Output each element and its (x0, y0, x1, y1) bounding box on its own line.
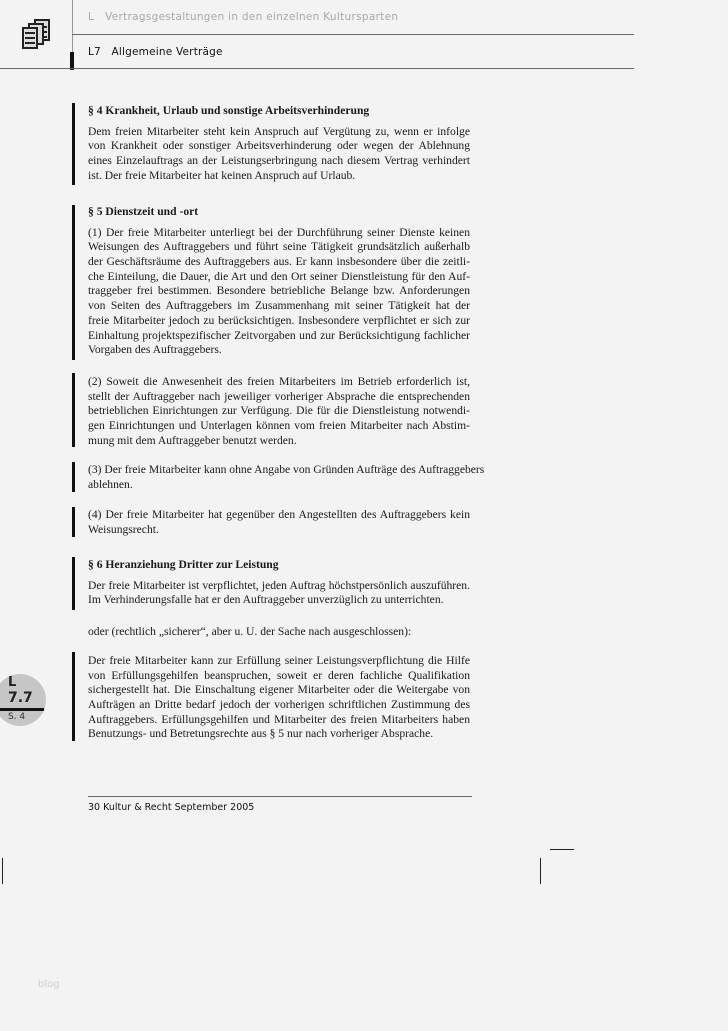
text-line: che Einteilung, die Dauer, die Art und den Ort seiner Dienstleistung für den Auf- (88, 269, 470, 283)
badge-divider (0, 708, 44, 711)
text-line: (2) Soweit die Anwesenheit des freien Mitarbeiters im Betrieb erforderlich ist, (88, 375, 470, 388)
text-line: Weisungsrecht. (88, 522, 159, 536)
stacked-documents-icon (20, 18, 54, 52)
alternative-note (88, 625, 470, 640)
breadcrumb: L Vertragsgestaltungen in den einzelnen Kultursparten (88, 11, 399, 23)
text-line: oder (rechtlich „sicherer“, aber u. U. der Sache nach ausgeschlossen): (88, 625, 412, 638)
text-line: der Geschäftsräume des Auftraggebers aus. Er kann insbesondere über die zeitli- (88, 255, 470, 269)
margin-bar (72, 103, 75, 185)
alternative-clause (88, 654, 470, 742)
badge-section: L (8, 675, 17, 690)
text-line: stellt der Auftraggeber nach jeweiliger vorheriger Absprache die entsprechenden (88, 389, 470, 403)
text-line: (1) Der freie Mitarbeiter unterliegt bei der Durchführung seiner Dienste keinen (88, 225, 470, 239)
footer-text: 30 Kultur & Recht September 2005 (88, 802, 255, 813)
watermark: blog (38, 979, 60, 990)
section-heading: § 5 Dienstzeit und -ort (88, 205, 199, 218)
margin-bar (72, 462, 75, 492)
text-line: Benutzungs- und Betretungsrechte aus § 5 nur nach vorheriger Absprache. (88, 727, 434, 741)
crop-mark (550, 849, 574, 850)
paragraph-5-3 (88, 463, 485, 492)
margin-bar (72, 652, 75, 741)
badge-number: 7.7 (8, 690, 33, 706)
text-line: freie Mitarbeiter jedoch zu berücksichtigen. Insbesondere verpflichtet er sich zur (88, 313, 470, 327)
text-line: Im Verhinderungsfalle hat er den Auftraggeber unverzüglich zu unterrichten. (88, 593, 444, 607)
paragraph-5-4 (88, 508, 470, 537)
text-line: eines Einzelauftrags an der Leistungserbringung nach diesem Vertrag verhindert (88, 154, 470, 168)
text-line: (4) Der freie Mitarbeiter hat gegenüber den Angestellten des Auftraggebers kein (88, 508, 470, 521)
text-line: Der freie Mitarbeiter ist verpflichtet, jeden Auftrag höchstpersönlich auszuführen. (88, 578, 470, 592)
text-line: Aufträgen an Dritte bedarf jedoch der vorherigen schriftlichen Zustimmung des (88, 698, 470, 712)
text-line: ist. Der freie Mitarbeiter hat keinen Anspruch auf Urlaub. (88, 168, 356, 182)
margin-bar (72, 507, 75, 537)
margin-bar (72, 205, 75, 360)
text-line: von Seiten des Auftraggebers im Zusammenhang mit seiner Tätigkeit hat der (88, 299, 470, 313)
section-5 (88, 205, 470, 358)
text-line: ablehnen. (88, 477, 133, 491)
text-line: mung mit dem Auftraggeber benutzt werden. (88, 433, 297, 447)
section-4 (88, 104, 470, 183)
text-line: Weisungen des Auftraggebers und führt seine Tätigkeit grundsätzlich außerhalb (88, 240, 470, 254)
badge-page: S. 4 (8, 712, 26, 722)
text-line: Dem freien Mitarbeiter steht kein Anspruch auf Vergütung zu, wenn er infolge (88, 124, 470, 138)
text-line: von Krankheit oder sonstiger Arbeitsverhinderung oder wegen der Ablehnung (88, 139, 470, 153)
text-line: gen Einrichtungen und Unterlagen können vom freien Mitarbeiter nach Abstim- (88, 419, 470, 433)
section-heading: § 4 Krankheit, Urlaub und sonstige Arbeitsverhinderung (88, 104, 370, 117)
text-line: Der freie Mitarbeiter kann zur Erfüllung seiner Leistungsverpflichtung die Hilfe (88, 654, 470, 667)
text-line: von Erfüllungsgehilfen beanspruchen, soweit er deren fachliche Qualifikation (88, 668, 470, 682)
text-line: Vorgaben des Auftraggebers. (88, 343, 222, 357)
crop-mark (2, 858, 3, 884)
margin-bar (72, 557, 75, 610)
text-line: Auftraggebers. Erfüllungsgehilfen und Mitarbeiter des freien Mitarbeiters haben (88, 712, 470, 726)
margin-bar (72, 373, 75, 447)
chapter-title: L7 Allgemeine Verträge (88, 46, 223, 58)
text-line: (3) Der freie Mitarbeiter kann ohne Angabe von Gründen Aufträge des Auftraggebers (88, 463, 485, 476)
text-line: Einhaltung projektspezifischer Zeitvorgaben und zur Berücksichtigung fachlicher (88, 328, 470, 342)
header-logo (20, 18, 54, 52)
paragraph-5-2 (88, 375, 470, 448)
header-rule-bottom (0, 68, 634, 69)
section-6 (88, 558, 470, 608)
text-line: traggeber frei bestimmen. Besondere betriebliche Belange bzw. Anforderungen (88, 284, 470, 298)
section-heading: § 6 Heranziehung Dritter zur Leistung (88, 558, 279, 571)
footer-rule (88, 796, 472, 797)
text-line: betrieblichen Einrichtungen zur Verfügung. Die für die Dienstleistung notwendi- (88, 404, 470, 418)
crop-mark (540, 858, 541, 884)
text-line: sichergestellt hat. Die Einschaltung eigener Mitarbeiter oder die Weitergabe von (88, 683, 470, 697)
header-rule-top (72, 34, 634, 35)
